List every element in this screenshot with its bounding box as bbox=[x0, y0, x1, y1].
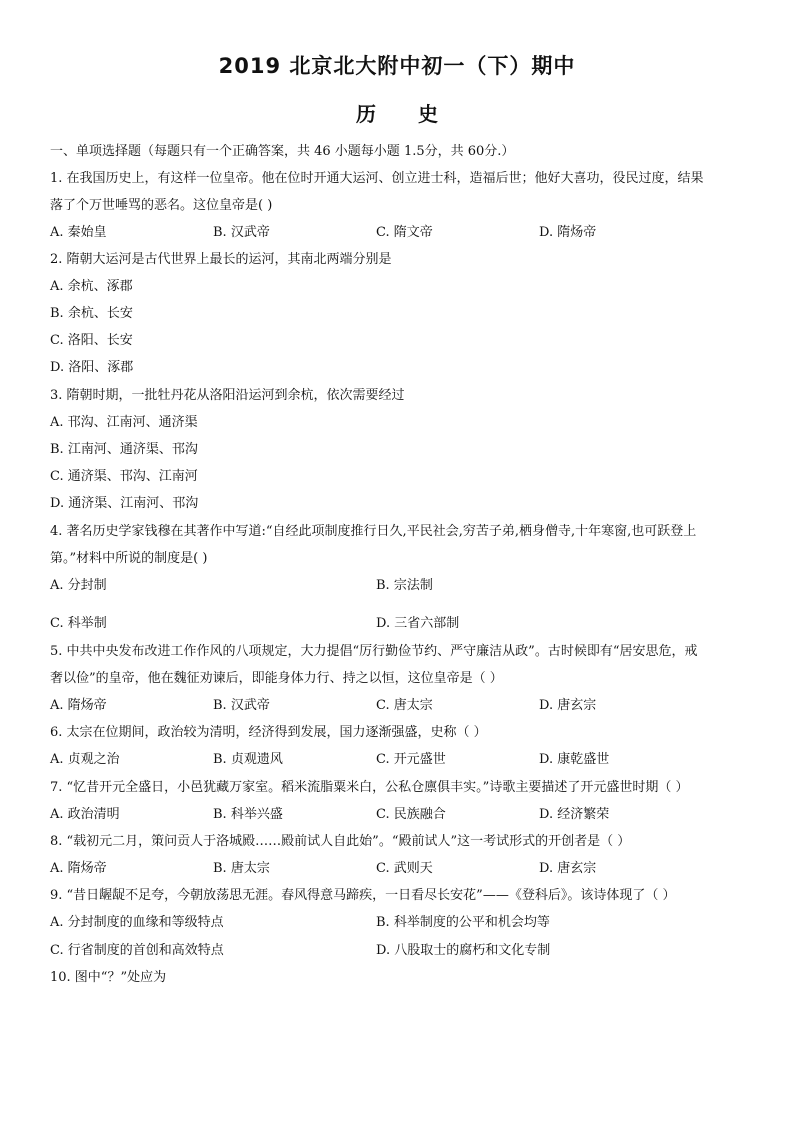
question-10-stem: 10. 图中“？”处应为 bbox=[50, 970, 167, 985]
question-4-option-a: A. 分封制 bbox=[50, 578, 107, 593]
question-3-option-d: D. 通济渠、江南河、邗沟 bbox=[50, 496, 199, 511]
question-9-option-c: C. 行省制度的首创和高效特点 bbox=[50, 943, 224, 958]
question-5-option-c: C. 唐太宗 bbox=[376, 698, 433, 713]
question-6-option-c: C. 开元盛世 bbox=[376, 752, 446, 767]
question-3-stem: 3. 隋朝时期，一批牡丹花从洛阳沿运河到余杭，依次需要经过 bbox=[50, 388, 405, 403]
question-1-option-a: A. 秦始皇 bbox=[50, 225, 107, 240]
question-9-option-d: D. 八股取士的腐朽和文化专制 bbox=[376, 943, 551, 958]
question-7-stem: 7. “忆昔开元全盛日，小邑犹藏万家室。稻米流脂粟米白，公私仓廪俱丰实。”诗歌主要描述了开元盛世时期（ ） bbox=[50, 780, 689, 795]
question-2-option-d: D. 洛阳、涿郡 bbox=[50, 360, 134, 375]
question-5-option-d: D. 唐玄宗 bbox=[539, 698, 597, 713]
question-4-stem-line-2: 第。”材料中所说的制度是( ) bbox=[50, 551, 208, 566]
question-5-option-a: A. 隋炀帝 bbox=[50, 698, 107, 713]
question-9-stem: 9. “昔日龌龊不足夸，今朝放荡思无涯。春风得意马蹄疾，一日看尽长安花”——《登科后》。该诗体现了（ ） bbox=[50, 888, 676, 903]
question-8-stem: 8. “载初元二月，策问贡人于洛城殿……殿前试人自此始”。“殿前试人”这一考试形式的开创者是（ ） bbox=[50, 834, 631, 849]
question-9-option-a: A. 分封制度的血缘和等级特点 bbox=[50, 915, 224, 930]
question-1-option-d: D. 隋炀帝 bbox=[539, 225, 597, 240]
question-2-stem: 2. 隋朝大运河是古代世界上最长的运河，其南北两端分别是 bbox=[50, 252, 392, 267]
question-6-option-d: D. 康乾盛世 bbox=[539, 752, 610, 767]
question-2-option-a: A. 余杭、涿郡 bbox=[50, 279, 133, 294]
section-heading: 一、单项选择题（每题只有一个正确答案，共 46 小题每小题 1.5分，共 60分.） bbox=[50, 144, 515, 159]
question-4-stem-line-1: 4. 著名历史学家钱穆在其著作中写道:“自经此项制度推行日久,平民社会,穷苦子弟,栖身僧寺,十年寒窗,也可跃登上 bbox=[50, 524, 697, 539]
question-8-option-d: D. 唐玄宗 bbox=[539, 861, 597, 876]
question-2-option-b: B. 余杭、长安 bbox=[50, 306, 133, 321]
question-1-stem-line-2: 落了个万世唾骂的恶名。这位皇帝是( ) bbox=[50, 198, 273, 213]
question-8-option-b: B. 唐太宗 bbox=[213, 861, 270, 876]
question-1-stem-line-1: 1. 在我国历史上，有这样一位皇帝。他在位时开通大运河、创立进士科，造福后世；他好大喜功，役民过度，结果 bbox=[50, 171, 704, 186]
question-3-option-a: A. 邗沟、江南河、通济渠 bbox=[50, 415, 198, 430]
question-2-option-c: C. 洛阳、长安 bbox=[50, 333, 133, 348]
question-4-option-b: B. 宗法制 bbox=[376, 578, 433, 593]
question-7-option-b: B. 科举兴盛 bbox=[213, 807, 283, 822]
question-7-option-c: C. 民族融合 bbox=[376, 807, 446, 822]
question-9-option-b: B. 科举制度的公平和机会均等 bbox=[376, 915, 550, 930]
question-8-option-c: C. 武则天 bbox=[376, 861, 433, 876]
question-7-option-d: D. 经济繁荣 bbox=[539, 807, 610, 822]
question-1-option-c: C. 隋文帝 bbox=[376, 225, 433, 240]
question-4-option-c: C. 科举制 bbox=[50, 616, 107, 631]
subject-title: 历史 bbox=[356, 102, 480, 126]
question-6-option-b: B. 贞观遗风 bbox=[213, 752, 283, 767]
exam-title: 2019 北京北大附中初一（下）期中 bbox=[218, 54, 576, 78]
question-6-option-a: A. 贞观之治 bbox=[50, 752, 120, 767]
question-5-stem-line-2: 奢以俭”的皇帝，他在魏征劝谏后，即能身体力行、持之以恒，这位皇帝是（ ） bbox=[50, 671, 503, 686]
question-1-option-b: B. 汉武帝 bbox=[213, 225, 270, 240]
question-6-stem: 6. 太宗在位期间，政治较为清明，经济得到发展，国力逐渐强盛，史称（ ） bbox=[50, 725, 487, 740]
question-3-option-c: C. 通济渠、邗沟、江南河 bbox=[50, 469, 198, 484]
question-3-option-b: B. 江南河、通济渠、邗沟 bbox=[50, 442, 198, 457]
question-5-option-b: B. 汉武帝 bbox=[213, 698, 270, 713]
question-5-stem-line-1: 5. 中共中央发布改进工作作风的八项规定，大力提倡“厉行勤俭节约、严守廉洁从政”。古时候即有“居安思危，戒 bbox=[50, 644, 698, 659]
question-4-option-d: D. 三省六部制 bbox=[376, 616, 460, 631]
question-7-option-a: A. 政治清明 bbox=[50, 807, 120, 822]
question-8-option-a: A. 隋炀帝 bbox=[50, 861, 107, 876]
